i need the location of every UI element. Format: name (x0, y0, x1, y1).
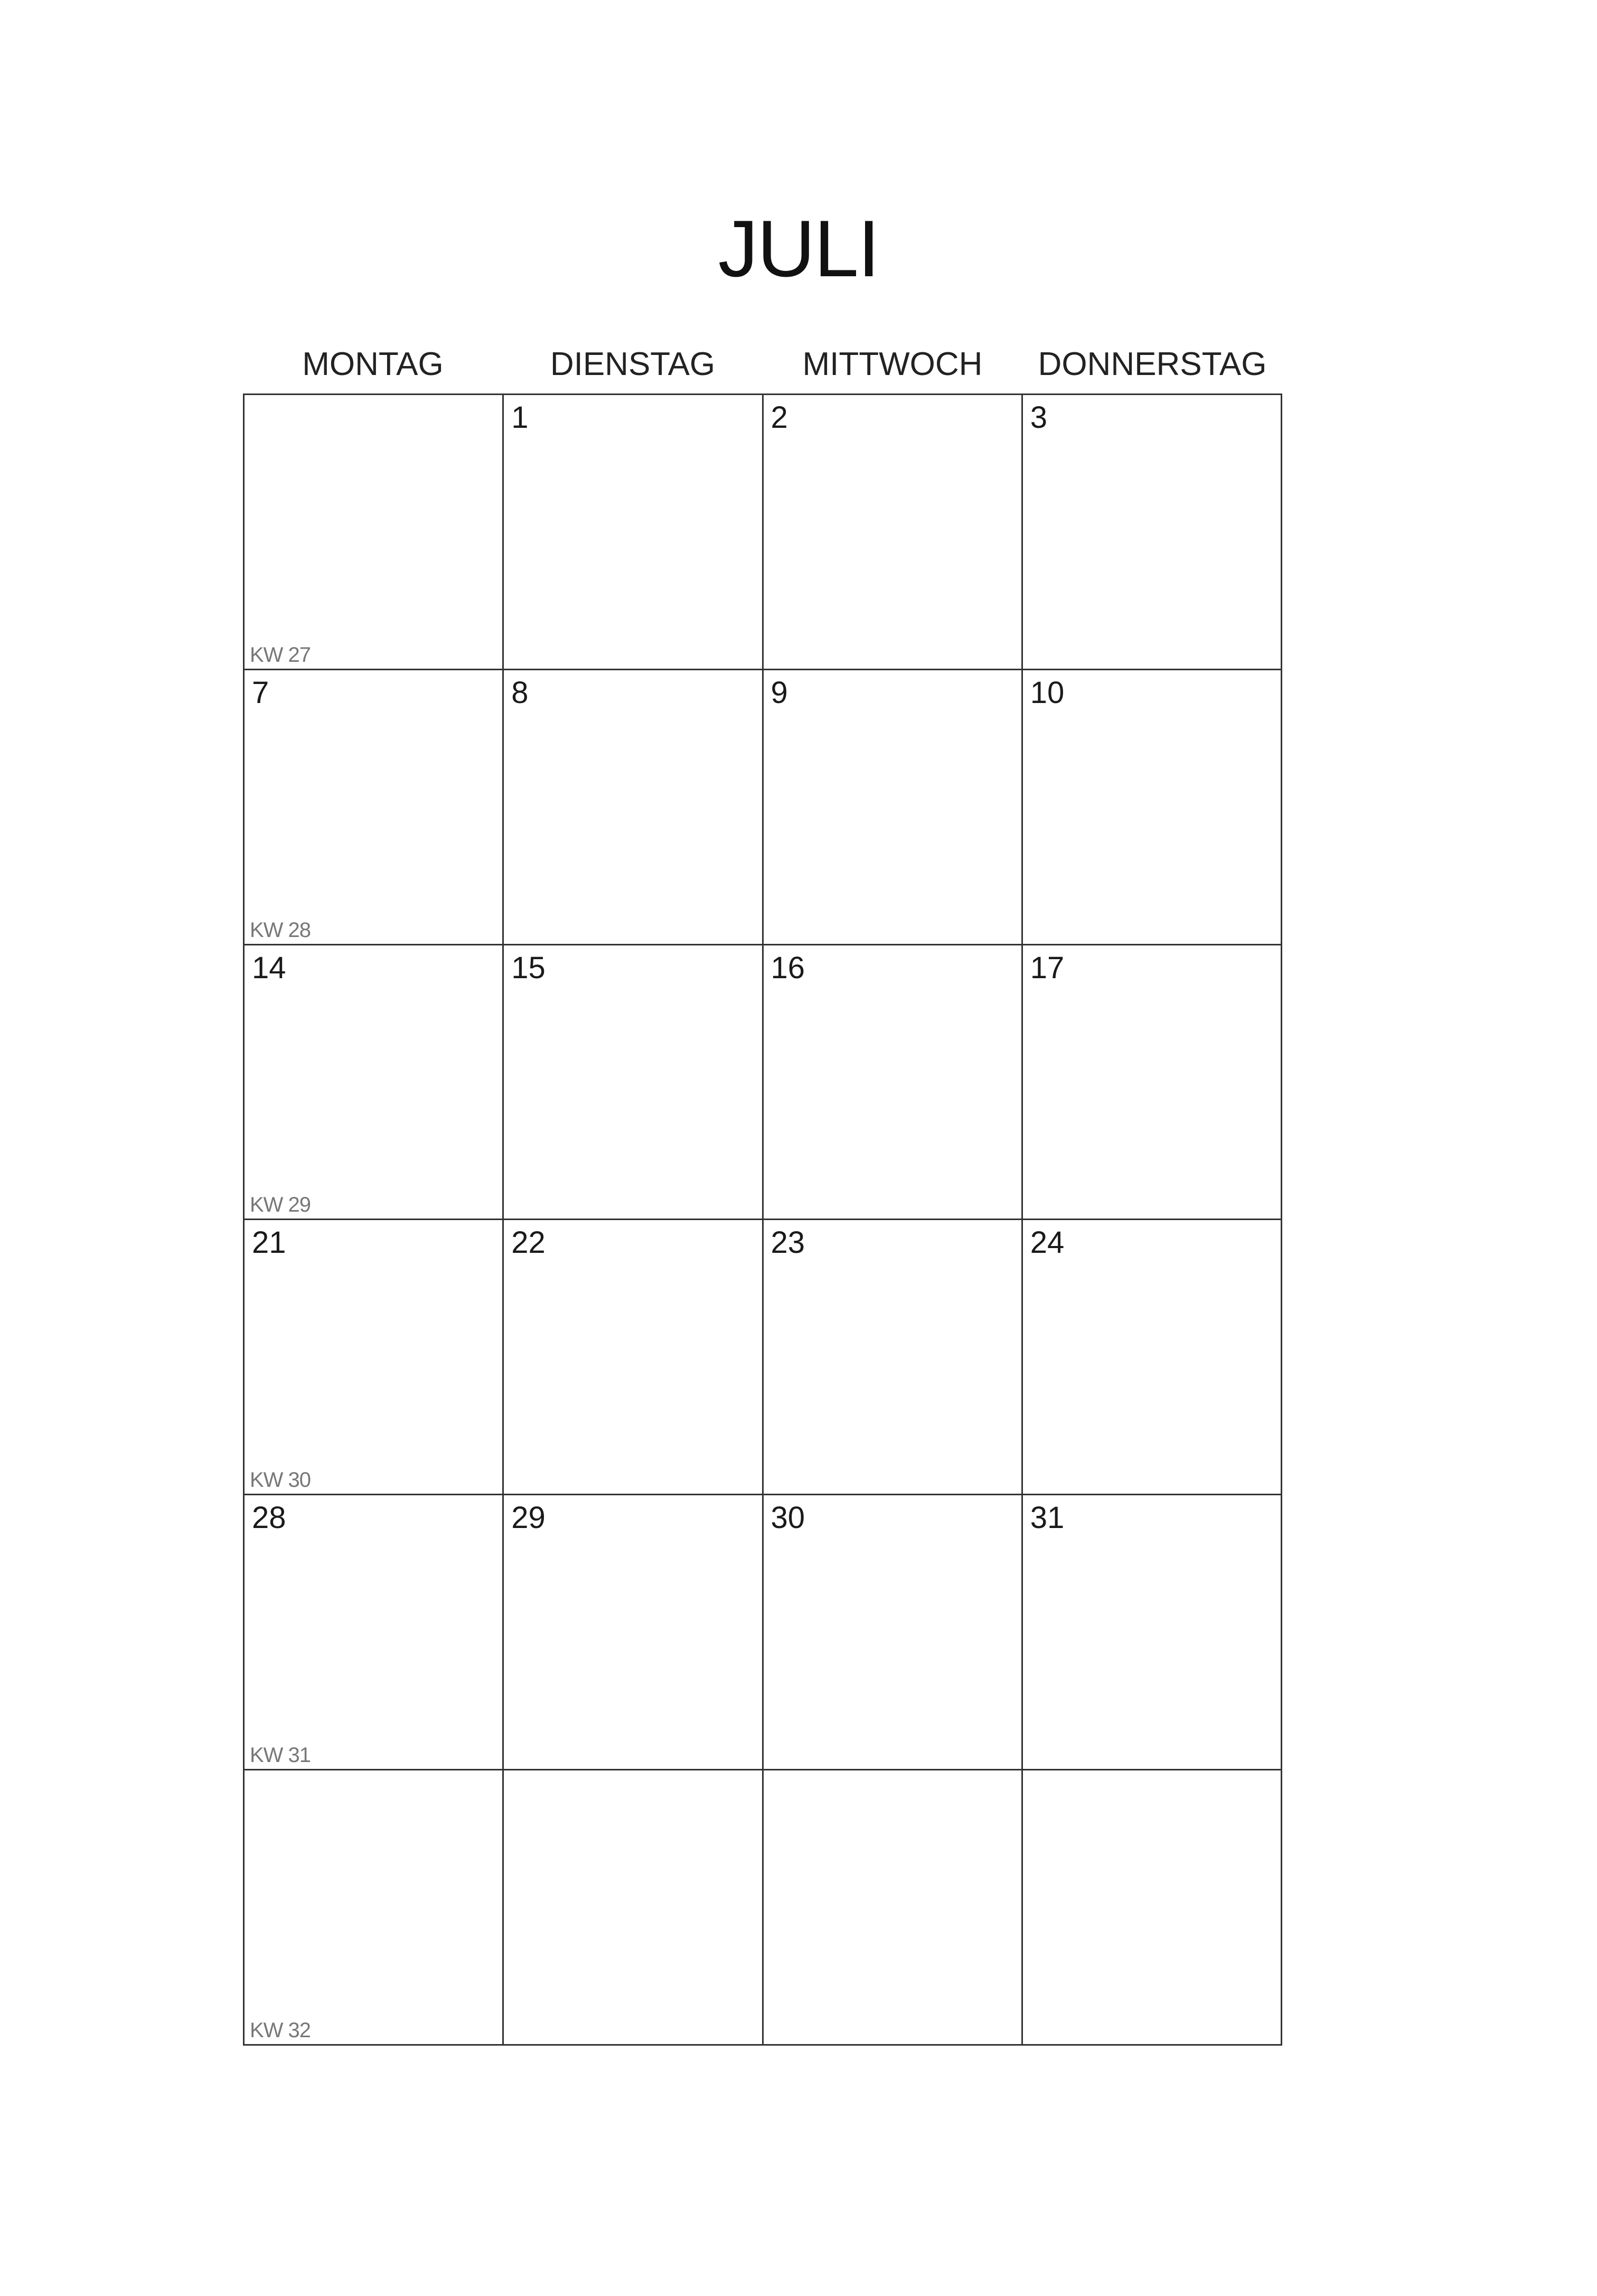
day-cell[interactable] (1023, 395, 1282, 670)
week-number-label: KW 28 (250, 918, 311, 942)
calendar-grid (243, 393, 1282, 2046)
day-cell[interactable] (504, 670, 763, 945)
day-cell[interactable] (245, 395, 504, 670)
date-number: 14 (252, 950, 286, 985)
day-cell[interactable] (504, 945, 763, 1221)
date-number: 8 (511, 675, 529, 710)
day-cell[interactable] (764, 1770, 1023, 2046)
date-number: 15 (511, 950, 546, 985)
weekday-header-row (243, 343, 1282, 386)
weekday-tuesday: DIENSTAG (550, 346, 716, 382)
day-cell[interactable] (764, 1495, 1023, 1770)
month-title: JULI (718, 204, 879, 294)
date-number: 24 (1030, 1225, 1065, 1260)
day-cell[interactable] (764, 945, 1023, 1221)
date-number: 29 (511, 1501, 546, 1535)
date-number: 2 (771, 400, 788, 435)
day-cell[interactable] (1023, 1495, 1282, 1770)
date-number: 17 (1030, 950, 1065, 985)
week-number-label: KW 27 (250, 643, 311, 667)
day-cell[interactable] (504, 1220, 763, 1495)
date-number: 3 (1030, 400, 1048, 435)
day-cell[interactable] (1023, 1220, 1282, 1495)
weekday-monday: MONTAG (302, 346, 444, 382)
day-cell[interactable] (504, 1770, 763, 2046)
day-cell[interactable] (764, 1220, 1023, 1495)
week-number-label: KW 29 (250, 1193, 311, 1217)
date-number: 22 (511, 1225, 546, 1260)
week-number-label: KW 32 (250, 2018, 311, 2042)
date-number: 21 (252, 1225, 286, 1260)
date-number: 31 (1030, 1501, 1065, 1535)
date-number: 10 (1030, 675, 1065, 710)
date-number: 28 (252, 1501, 286, 1535)
date-number: 16 (771, 950, 805, 985)
day-cell[interactable] (245, 670, 504, 945)
day-cell[interactable] (1023, 945, 1282, 1221)
day-cell[interactable] (1023, 1770, 1282, 2046)
day-cell[interactable] (245, 945, 504, 1221)
day-cell[interactable] (245, 1770, 504, 2046)
day-cell[interactable] (504, 1495, 763, 1770)
day-cell[interactable] (1023, 670, 1282, 945)
weekday-thursday: DONNERSTAG (1038, 346, 1267, 382)
day-cell[interactable] (245, 1220, 504, 1495)
date-number: 23 (771, 1225, 805, 1260)
day-cell[interactable] (245, 1495, 504, 1770)
day-cell[interactable] (504, 395, 763, 670)
date-number: 30 (771, 1501, 805, 1535)
date-number: 1 (511, 400, 529, 435)
date-number: 9 (771, 675, 788, 710)
date-number: 7 (252, 675, 269, 710)
day-cell[interactable] (764, 395, 1023, 670)
week-number-label: KW 30 (250, 1468, 311, 1492)
week-number-label: KW 31 (250, 1744, 311, 1767)
weekday-wednesday: MITTWOCH (802, 346, 983, 382)
day-cell[interactable] (764, 670, 1023, 945)
